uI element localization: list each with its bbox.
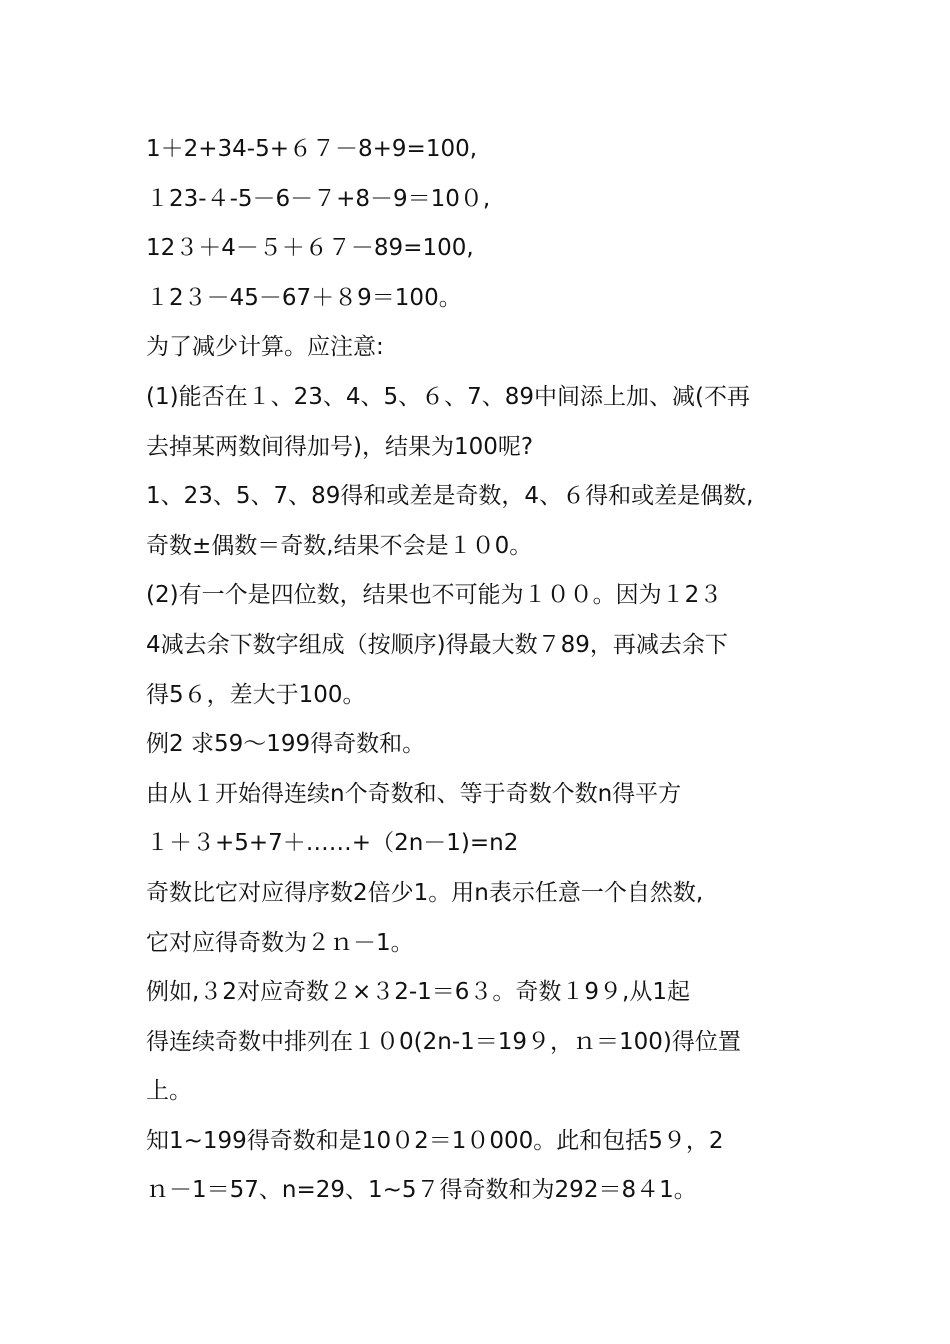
text-line: １＋３+5+7＋……+（2n－1)=n2 [146, 830, 519, 857]
text-line: 1＋2+34-5+６７－8+9=100, [146, 136, 478, 162]
text-line: １2３－45－67＋８9＝100。 [146, 284, 462, 311]
text-line: 例2 求59～199得奇数和。 [146, 731, 426, 758]
text-line: 奇数比它对应得序数2倍少1。用n表示任意一个自然数, [146, 879, 704, 906]
text-line: (2)有一个是四位数，结果也不可能为１００。因为１2３ [146, 582, 723, 609]
text-line: 奇数±偶数＝奇数,结果不会是１０0。 [146, 532, 533, 559]
document-body [146, 128, 826, 1219]
text-line: ｎ－1＝57、n=29、1~5７得奇数和为292＝8４1。 [146, 1177, 697, 1204]
text-line: 4减去余下数字组成（按顺序)得最大数７89，再减去余下 [146, 631, 728, 658]
text-line: 例如,３2对应奇数２×３2-1＝6３。奇数１9９,从1起 [146, 979, 690, 1006]
text-line: 由从１开始得连续n个奇数和、等于奇数个数n得平方 [146, 780, 682, 807]
text-line: 上。 [146, 1078, 192, 1105]
text-line: 得5６，差大于100。 [146, 681, 366, 708]
text-line: (1)能否在１、23、4、5、６、7、89中间添上加、减(不再 [146, 383, 750, 410]
text-line: 1、23、5、7、89得和或差是奇数，4、６得和或差是偶数, [146, 483, 754, 510]
text-line: 去掉某两数间得加号)，结果为100呢? [146, 433, 534, 460]
text-line: 知1~199得奇数和是10０2＝1０000。此和包括5９，2 [146, 1127, 724, 1154]
text-line: 得连续奇数中排列在１０0(2n-1＝19９，ｎ＝100)得位置 [146, 1028, 741, 1055]
text-line: 为了减少计算。应注意: [146, 334, 384, 361]
text-line: 它对应得奇数为２ｎ－1。 [146, 929, 414, 956]
text-line: 12３＋4－５＋６７－89=100, [146, 235, 474, 262]
text-line: １23-４-5－6－７+8－9＝10０, [146, 185, 491, 212]
